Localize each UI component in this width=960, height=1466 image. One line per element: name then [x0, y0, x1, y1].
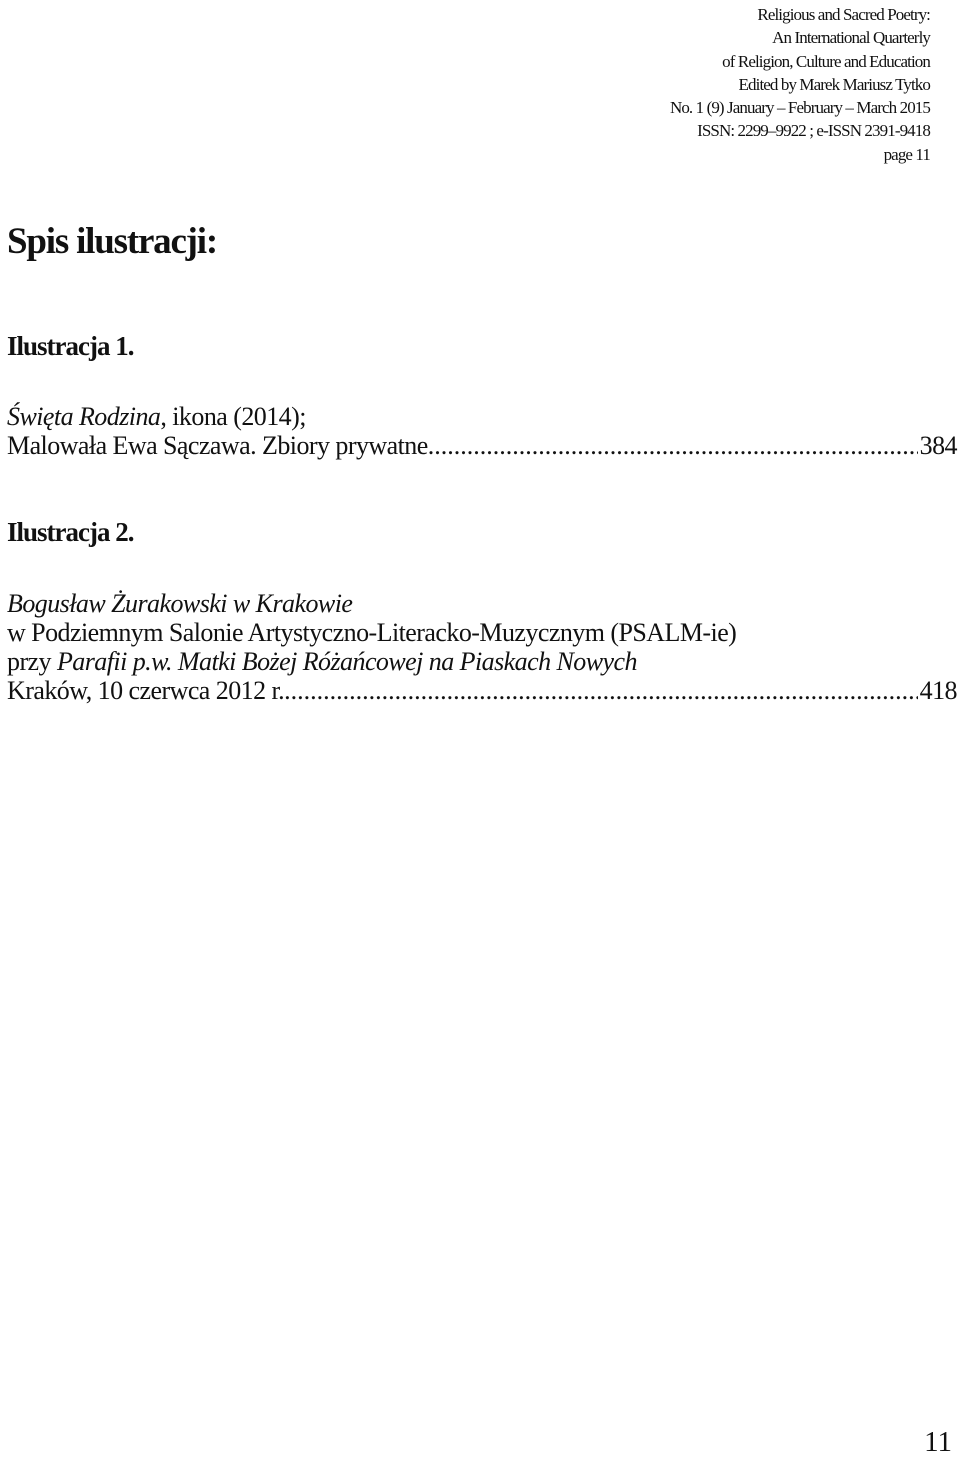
- illustration-2-title: Bogusław Żurakowski w Krakowie: [7, 589, 353, 618]
- journal-header: [370, 3, 930, 166]
- illustration-1-title: Święta Rodzina: [7, 402, 161, 431]
- illustration-2-parish-line: [7, 647, 957, 676]
- illustration-2-parish-prefix: przy: [7, 647, 57, 676]
- illustration-2-page-number: 418: [919, 676, 957, 705]
- header-line-journal-title: Religious and Sacred Poetry:: [757, 5, 930, 24]
- dot-leader: [284, 676, 918, 705]
- illustration-2-parish: Parafii p.w. Matki Bożej Różańcowej na Piaskach Nowych: [56, 647, 637, 676]
- illustration-2-heading: Ilustracja 2.: [7, 517, 134, 547]
- illustration-1-toc-line: [7, 431, 957, 460]
- illustration-1-entry: [7, 402, 957, 460]
- header-line-page: page 11: [883, 144, 930, 164]
- illustration-1-page-number: 384: [919, 431, 957, 460]
- dot-leader: [428, 431, 918, 460]
- illustration-1-heading: Ilustracja 1.: [7, 331, 134, 361]
- illustration-2-date: Kraków, 10 czerwca 2012 r.: [7, 676, 285, 705]
- header-line-issn: ISSN: 2299–9922 ; e-ISSN 2391-9418: [697, 121, 930, 141]
- illustration-2-location: w Podziemnym Salonie Artystyczno-Literacko-Muzycznym (PSALM-ie): [7, 618, 737, 647]
- header-line-editor: Edited by Marek Mariusz Tytko: [738, 74, 930, 94]
- illustration-1-title-line: [7, 402, 957, 431]
- illustration-1-title-suffix: , ikona (2014);: [160, 402, 306, 431]
- illustration-2-entry: [7, 589, 957, 705]
- header-line-issue: No. 1 (9) January – February – March 2015: [669, 98, 930, 118]
- illustration-2-toc-line: [7, 676, 957, 705]
- illustration-1-credit: Malowała Ewa Sączawa. Zbiory prywatne: [7, 431, 428, 460]
- section-title: Spis ilustracji:: [7, 221, 218, 262]
- header-line-subtitle-2: of Religion, Culture and Education: [722, 51, 930, 71]
- page-number: 11: [924, 1426, 952, 1458]
- header-line-subtitle: An International Quarterly: [772, 28, 930, 48]
